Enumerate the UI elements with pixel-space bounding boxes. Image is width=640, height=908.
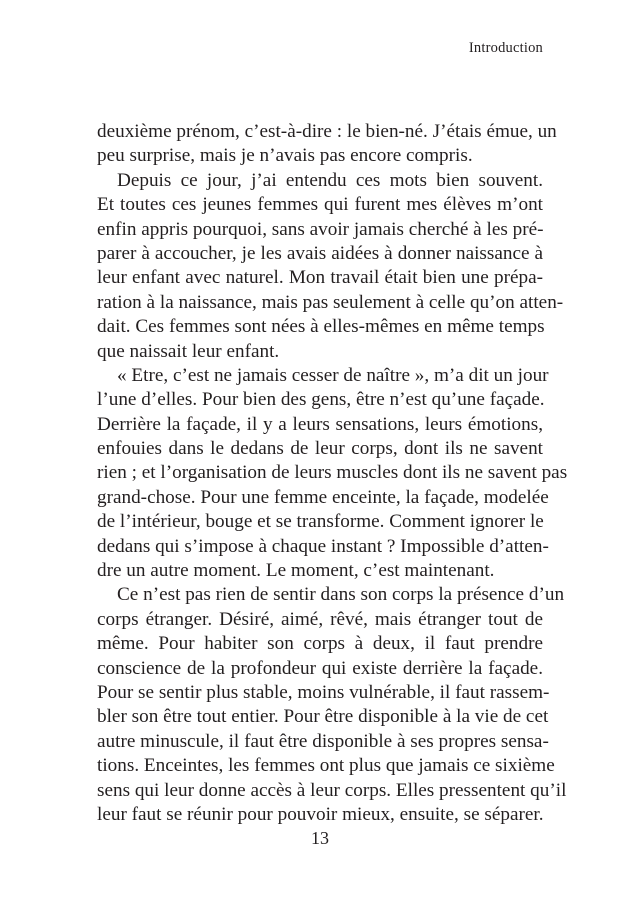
body-text [97, 120, 568, 827]
running-head: Introduction [468, 40, 543, 56]
text-line: dait. Ces femmes sont nées à elles-mêmes en même temps [97, 316, 545, 338]
text-line: grand-chose. Pour une femme enceinte, la façade, modelée [97, 486, 549, 508]
text-line: ration à la naissance, mais pas seulement à celle qu’on atten- [97, 291, 564, 313]
text-line: rien ; et l’organisation de leurs muscles dont ils ne savent pas [97, 462, 568, 484]
text-line: dedans qui s’impose à chaque instant ? Impossible d’atten- [97, 535, 549, 557]
text-line: autre minuscule, il faut être disponible à ses propres sensa- [97, 730, 549, 752]
text-line: sens qui leur donne accès à leur corps. Elles pressentent qu’il [97, 779, 567, 801]
text-line: leur enfant avec naturel. Mon travail était bien une prépa- [97, 267, 543, 289]
text-line: enfouies dans le dedans de leur corps, dont ils ne savent [97, 438, 543, 460]
text-line: Et toutes ces jeunes femmes qui furent mes élèves m’ont [97, 194, 543, 216]
text-line: Pour se sentir plus stable, moins vulnérable, il faut rassem- [97, 681, 550, 703]
text-line: tions. Enceintes, les femmes ont plus que jamais ce sixième [97, 755, 555, 777]
text-line: conscience de la profondeur qui existe derrière la façade. [97, 657, 543, 679]
text-line: bler son être tout entier. Pour être disponible à la vie de cet [97, 706, 549, 728]
text-line: même. Pour habiter son corps à deux, il faut prendre [97, 633, 543, 655]
text-line: parer à accoucher, je les avais aidées à donner naissance à [97, 242, 543, 264]
text-line: dre un autre moment. Le moment, c’est maintenant. [97, 560, 495, 582]
text-line: enfin appris pourquoi, sans avoir jamais cherché à les pré- [97, 218, 544, 240]
text-line: leur faut se réunir pour pouvoir mieux, ensuite, se séparer. [97, 803, 544, 825]
text-line: Ce n’est pas rien de sentir dans son corps la présence d’un [117, 584, 565, 606]
text-line: peu surprise, mais je n’avais pas encore compris. [97, 145, 473, 167]
text-line: corps étranger. Désiré, aimé, rêvé, mais étranger tout de [97, 608, 543, 630]
text-line: Derrière la façade, il y a leurs sensations, leurs émotions, [97, 413, 543, 435]
text-line: de l’intérieur, bouge et se transforme. Comment ignorer le [97, 511, 544, 533]
text-line: Depuis ce jour, j’ai entendu ces mots bien souvent. [117, 169, 543, 191]
text-line: deuxième prénom, c’est-à-dire : le bien-né. J’étais émue, un [97, 121, 557, 142]
text-line: l’une d’elles. Pour bien des gens, être n’est qu’une façade. [97, 389, 545, 411]
page-number: 13 [311, 828, 329, 848]
text-line: « Etre, c’est ne jamais cesser de naître », m’a dit un jour [117, 364, 549, 386]
text-line: que naissait leur enfant. [97, 340, 280, 362]
